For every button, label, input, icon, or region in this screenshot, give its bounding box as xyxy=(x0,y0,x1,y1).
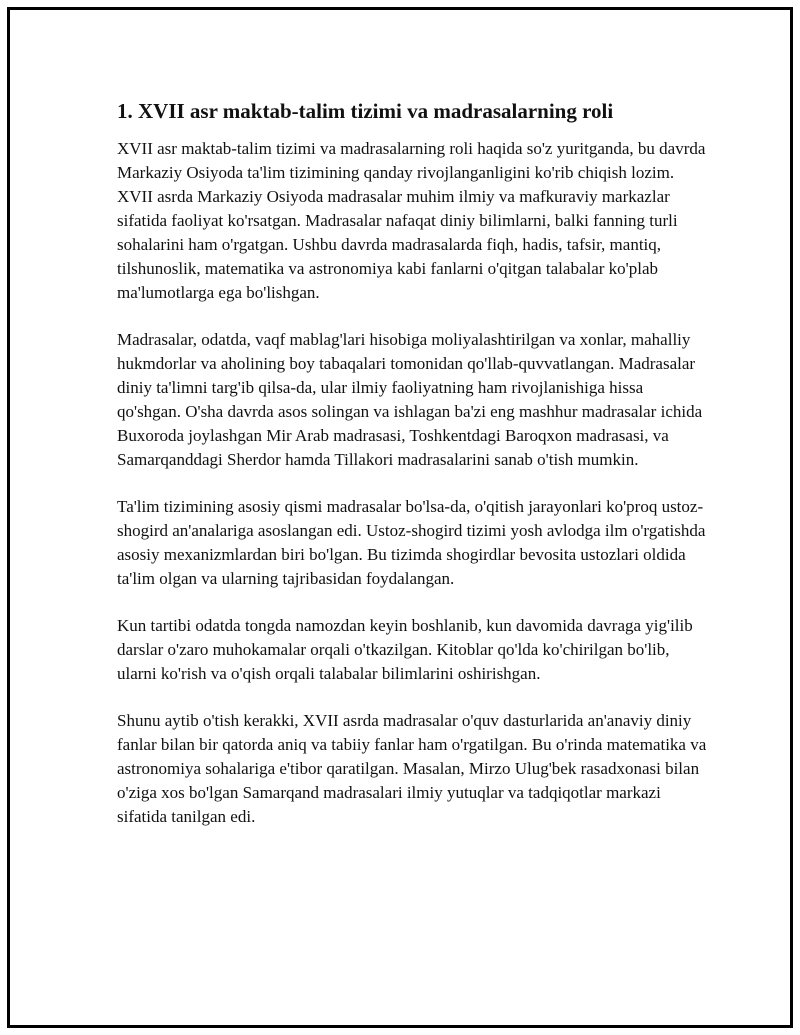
paragraph-5: Shunu aytib o'tish kerakki, XVII asrda madrasalar o'quv dasturlarida an'anaviy diniy fanlar bilan bir qatorda aniq va tabiiy fanlar ham o'rgatilgan. Bu o'rinda matematika va astronomiya sohalariga e'tibor qaratilgan. Masalan, Mirzo Ulug'bek rasadxonasi bilan o'ziga xos bo'lgan Samarqand madrasalari ilmiy yutuqlar va tadqiqotlar markazi sifatida tanilgan edi. xyxy=(117,711,707,826)
section-heading: 1. XVII asr maktab-talim tizimi va madrasalarning roli xyxy=(117,99,614,123)
paragraph-1: XVII asr maktab-talim tizimi va madrasalarning roli haqida so'z yuritganda, bu davrda Markaziy Osiyoda ta'lim tizimining qanday rivojlanganligini ko'rib chiqish lozim. XVII asrda Markaziy Osiyoda madrasalar muhim ilmiy va mafkuraviy markazlar sifatida faoliyat ko'rsatgan. Madrasalar nafaqat diniy bilimlarni, balki fanning turli sohalarini ham o'rgatgan. Ushbu davrda madrasalarda fiqh, hadis, tafsir, mantiq, tilshunoslik, matematika va astronomiya kabi fanlarni o'qitgan talabalar ko'plab ma'lumotlarga ega bo'lishgan. xyxy=(117,139,706,302)
paragraph-3: Ta'lim tizimining asosiy qismi madrasalar bo'lsa-da, o'qitish jarayonlari ko'proq ustoz-shogird an'analariga asoslangan edi. Ustoz-shogird tizimi yosh avlodga ilm o'rgatishda asosiy mexanizmlardan biri bo'lgan. Bu tizimda shogirdlar bevosita ustozlari oldida ta'lim olgan va ularning tajribasidan foydalangan. xyxy=(117,497,706,588)
paragraph-2: Madrasalar, odatda, vaqf mablag'lari hisobiga moliyalashtirilgan va xonlar, mahalliy hukmdorlar va aholining boy tabaqalari tomonidan qo'llab-quvvatlangan. Madrasalar diniy ta'limni targ'ib qilsa-da, ular ilmiy faoliyatning ham rivojlanishiga hissa qo'shgan. O'sha davrda asos solingan va ishlagan ba'zi eng mashhur madrasalar ichida Buxoroda joylashgan Mir Arab madrasasi, Toshkentdagi Baroqxon madrasasi, va Samarqanddagi Sherdor hamda Tillakori madrasalarini sanab o'tish mumkin. xyxy=(117,330,703,469)
paragraph-4: Kun tartibi odatda tongda namozdan keyin boshlanib, kun davomida davraga yig'ilib darslar o'zaro muhokamalar orqali o'tkazilgan. Kitoblar qo'lda ko'chirilgan bo'lib, ularni ko'rish va o'qish orqali talabalar bilimlarini oshirishgan. xyxy=(117,616,693,683)
document-body xyxy=(117,97,707,852)
document-page xyxy=(7,7,793,1028)
